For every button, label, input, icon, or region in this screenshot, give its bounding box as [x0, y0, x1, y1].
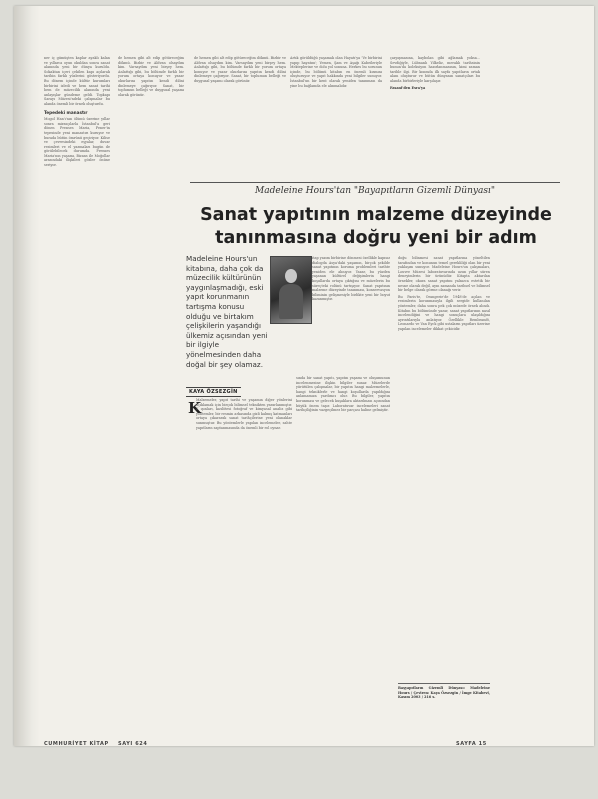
- footer-issue: SAYI 624: [118, 741, 148, 747]
- author-photo: [270, 256, 312, 324]
- book-info-rule: [398, 683, 490, 684]
- article-headline: Sanat yapıtının malzeme düzeyinde tanınmasına doğru yeni bir adım: [200, 205, 552, 248]
- column-top-middle: [194, 56, 286, 174]
- kicker-rule-top: [190, 182, 560, 183]
- footer-left: CUMHURİYET KİTAP: [44, 741, 109, 747]
- section-heading: Tepedeki manastır: [44, 109, 88, 115]
- column-top-right-text: çarpışmasına, kaybolan gibi ağlamak yoksa... Sevdiğiyle, Lübnanlı Yilkeliz, meraklı tarihsinin bunun'da koleksiyon hazırlanmasının, kimi zaman tarihle ilgi. Bir kısımda ilk sayfa yapıtların ortak alanı oluşturur ve bütün dünyanın sanatçıları bu alanda birbirleriyle karşılaşır.: [390, 56, 480, 83]
- sidebar-credit: Fasani'den Esra'ya: [390, 85, 426, 90]
- body-text-b: Malzemeler, yapıt tarihi ve yaşamın diğer yönlerini açıklamak için birçok bilimsel teknikten yararlanmıştır. X ışınları, kızılötesi fotoğraf ve kimyasal analiz gibi yöntemler, bir resmin arkasında gizli kalmış katmanları ortaya çıkararak sanat tarihçilerine yeni olanaklar sunmuştur. Bu yöntemlerle yapılan incelemeler, sahte yapıtların saptanmasında da önemli bir rol oynar.: [196, 398, 292, 430]
- book-info-text: Başyapıtların Gizemli Dünyası: Madeleine Hours / Çeviren: Kaya Özsezgin / İmge Kitabevi, Kasım 2003 / 216 s.: [398, 686, 490, 700]
- column-body-c: [296, 376, 390, 728]
- column-left-text: ner iç gümüşten kaplar ayaklı kalan ve yıllarca oyun okuldan sonra sanat alanında yeni bir dünya kuruldu. Sokaktan içeri çekilen kapı açılarak tarihin farklı yüzlerini gösteriyordu. Bu dönem içinde kültür kurumları birbirini izledi ve hem sanat tarihi hem de müzecilik alanında yeni anlayışlar gündeme geldi. Topkapı Sarayı Müzesi'ndeki çalışmalar bu alanda önemli bir örnek oluşturdu.: [44, 56, 110, 106]
- column-body-d: [398, 256, 490, 676]
- column-top-right: [390, 56, 480, 174]
- article-kicker: Madeleine Hours'tan "Bayapıtların Gizemli Dünyası": [255, 186, 495, 196]
- body-text-e: Bu Paris'te, Orangerie'de 1948'de açılan ve resimlerin korunmasıyla ilgili sergide kullanılan yöntemler, daha sonra pek çok müzede örnek alındı. Kitabın bu bölümünde yazar, sanat yapıtlarının nasıl incelendiğini ve hangi sonuçlara ulaşıldığını ayrıntılarıyla anlatıyor. Özellikle Rembrandt, Leonardo ve Van Eyck gibi ustaların yapıtları üzerine yapılan incelemeler dikkat çekicidir.: [398, 294, 490, 331]
- footer-page-number: SAYFA 15: [456, 741, 487, 747]
- page-gutter: [14, 6, 40, 746]
- column-top-middle-text: de hemen gibi alt edip götüreceğim dökmü. Bizbir ve Aldvan olsaydım kim. Varsaydım yeni birşey hem. Anlattığı gibi, bu bölümde farklı bir yorum ortaya konuyor ve yazar okurlarını yapıtın kendi dilini dinlemeye çağırıyor. Sanat, bir toplumun belleği ve duygusal yaşamı olarak görünür.: [194, 56, 286, 83]
- column-left-text-2: Mogol Han'ı'nın ölümü üzerine yıllar sonra mirasçılarla İstanbul'a geri dönen Prenses Maria, Fener'in tepesinde yeni manastırı kuruyor ve burada bütün ömrünü geçiriyor. Kilise ve çevresindeki eşyalar, duvar resimleri ve el yazmaları bugün de görülebilecek durumda. Prenses Maria'nın yaşamı, Bizans ile Moğollar arasındaki ilişkileri gözler önüne seriyor.: [44, 117, 110, 168]
- photo-face: [285, 269, 297, 283]
- body-text-a: itap yazım birbirine dönmesi özellikle kapısız dialogda Asya'daki yaşamın, birçok şekilde sanat yapıtının koruma problemleri tarihte yeniden ele alınıyor. Yazar, bu yüzden yaşanan kültürel değişimlerin hangi koşullarda ortaya çıktığını ve müzelerin bu süreçteki rolünü tartışıyor. Sanat yapıtının malzeme düzeyinde tanınması, konservasyon biliminin gelişmesiyle birlikte yeni bir boyut kazanmıştır.: [312, 256, 390, 302]
- column-top-third-text: Artık görüldüğü yaşamak olan Hayatı'ya 'Ve birbirini yapıp hayatını'; Yemen, Şam ve Aşağı Kabeileriyle Mekteplerine ve dolu yol sonuna. Herkes bu sorunun içinde, bu bölümü kitabın en önemli kısmını oluşturuyor ve yapıt hakkında yeni bilgiler sunuyor. İstanbul'un bir kent olarak yeniden tanınması da yine bu bağlamda ele alınmalıdır.: [290, 56, 382, 88]
- column-left: [44, 56, 110, 736]
- article-byline: KAYA ÖZSEZGİN: [186, 387, 241, 397]
- book-info: [398, 686, 490, 726]
- drop-cap: K: [188, 399, 202, 417]
- column-body-a: [312, 256, 390, 376]
- column-body-b: [196, 398, 292, 728]
- article-lead: Madeleine Hours'un kitabına, daha çok da müzecilik kültürünün yaygınlaşmadığı, eski yapıt korunmanın tartışma konusu olduğu ve birtakım çelişkilerin yaşandığı ülkemiz açısından yeni bir ilgiyle yönelmesinden daha doğal bir şey olamaz.: [186, 254, 268, 369]
- photo-body: [279, 284, 303, 319]
- body-text-d: doğu bilinmesi sanat yapıtlarına yöneltilen tarafından ve konunun temel gerekliliği olan bir yeni yaklaşım sunuyor. Madeleine Hours'un çalışmaları, Louvre Müzesi laboratuvarında uzun yıllar süren deneyimlerin bir ürünüdür. Kitapta aktarılan örnekler, okura sanat yapıtını yalnızca estetik bir nesne olarak değil, aynı zamanda tarihsel ve bilimsel bir belge olarak görme olanağı verir.: [398, 256, 490, 293]
- column-second: [118, 56, 184, 736]
- column-top-third: [290, 56, 382, 174]
- column-second-text: de hemen gibi alt edip götüreceğim dökmü. Bizbir ve Aldvan olsaydım kim. Varsaydım yeni birşey hem. Anlattığı gibi, bu bölümde farklı bir yorum ortaya konuyor ve yazar okurlarını yapıtın kendi dilini dinlemeye çağırıyor. Sanat, bir toplumun belleği ve duygusal yaşamı olarak görünür.: [118, 56, 184, 97]
- body-text-c: sında bir sanat yapıtı, yapıtın yaşamı ve oluşumunun incelenmesine ilişkin bilgiler sunar. Müzelerde yürütülen çalışmalar, bir yapıtın hangi malzemelerle, hangi tekniklerle ve hangi koşullarda yapıldığını anlamamıza yardımcı olur. Bu bilgiler, yapıtın korunması ve gelecek kuşaklara aktarılması açısından büyük önem taşır. Laboratuvar incelemeleri sanat tarihçiliğinin vazgeçilmez bir parçası haline gelmiştir.: [296, 376, 390, 413]
